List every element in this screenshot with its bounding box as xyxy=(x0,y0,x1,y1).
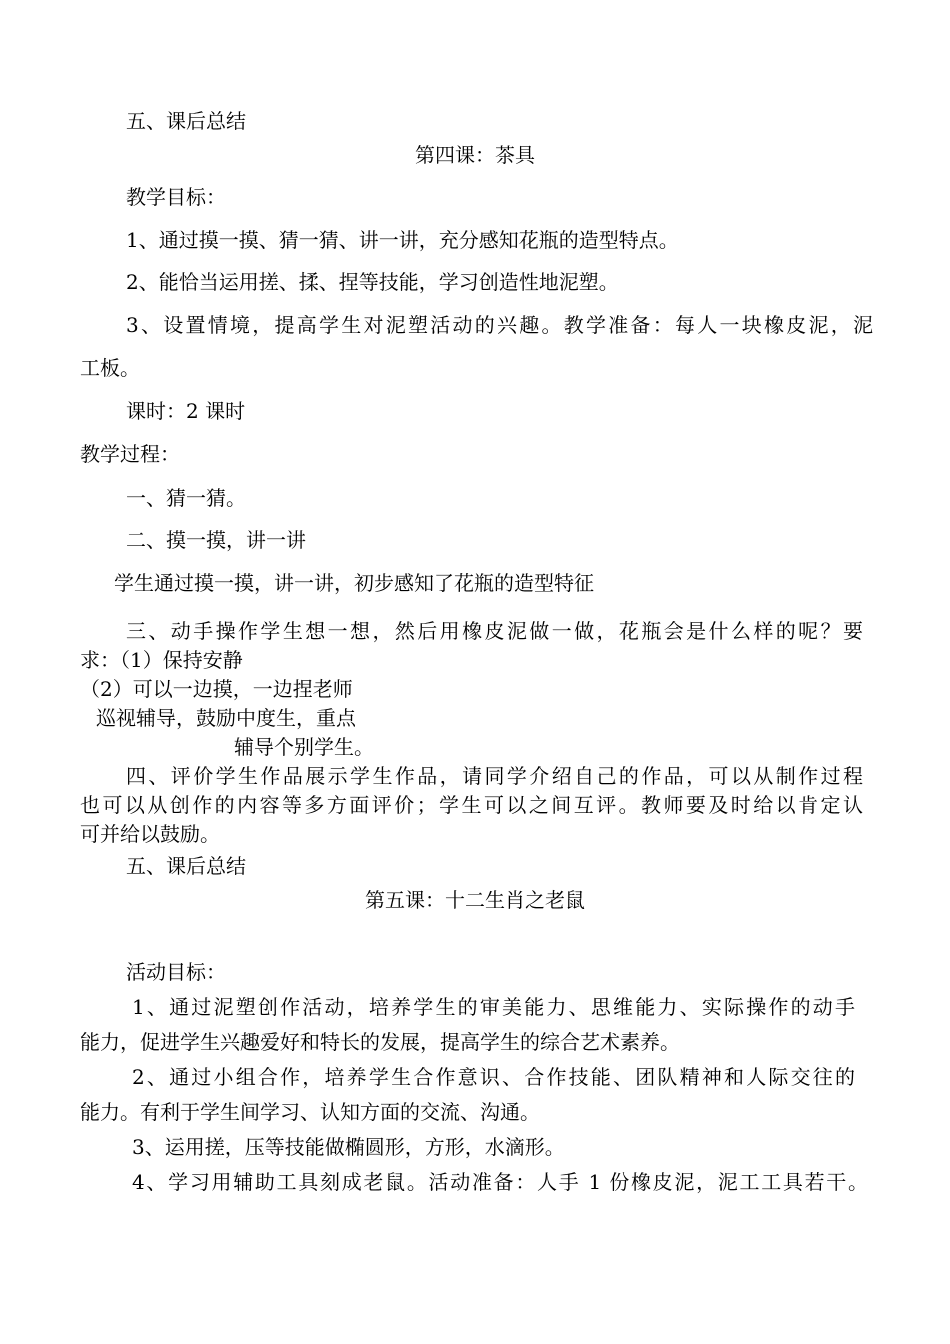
lesson4-hours: 课时：2 课时 xyxy=(126,399,246,423)
lesson4-step-4-line-1: 四、评价学生作品展示学生作品，请同学介绍自己的作品，可以从制作过程 xyxy=(126,764,863,788)
lesson4-step-3-line-5: 辅导个别学生。 xyxy=(234,735,374,759)
lesson4-step-3-line-3: （2）可以一边摸，一边捏老师 xyxy=(80,677,353,701)
lesson4-goals-heading: 教学目标： xyxy=(126,185,226,209)
lesson4-step-4-line-2: 也可以从创作的内容等多方面评价；学生可以之间互评。教师要及时给以肯定认 xyxy=(80,793,863,817)
lesson4-step-1: 一、猜一猜。 xyxy=(126,486,246,510)
lesson5-goal-3: 3、运用搓，压等技能做椭圆形，方形，水滴形。 xyxy=(132,1135,565,1159)
lesson5-goal-2-line-1: 2、通过小组合作，培养学生合作意识、合作技能、团队精神和人际交往的 xyxy=(132,1065,855,1089)
lesson4-goal-3-line-2: 工板。 xyxy=(80,356,140,380)
previous-lesson-summary: 五、课后总结 xyxy=(126,109,246,133)
lesson5-goal-2-line-2: 能力。有利于学生间学习、认知方面的交流、沟通。 xyxy=(80,1100,540,1124)
lesson4-step-3-line-2: 求：（1）保持安静 xyxy=(80,648,243,672)
lesson5-goal-4: 4、学习用辅助工具刻成老鼠。活动准备：人手 1 份橡皮泥，泥工工具若干。 xyxy=(132,1170,868,1194)
lesson5-goals-heading: 活动目标： xyxy=(126,960,226,984)
lesson4-step-4-line-3: 可并给以鼓励。 xyxy=(80,822,220,846)
lesson4-goal-3-line-1: 3、设置情境，提高学生对泥塑活动的兴趣。教学准备：每人一块橡皮泥，泥 xyxy=(126,313,873,337)
lesson4-step-3-line-1: 三、动手操作学生想一想，然后用橡皮泥做一做，花瓶会是什么样的呢？要 xyxy=(126,619,863,643)
lesson4-step-2: 二、摸一摸，讲一讲 xyxy=(126,528,306,552)
lesson5-goal-1-line-2: 能力，促进学生兴趣爱好和特长的发展，提高学生的综合艺术素养。 xyxy=(80,1030,680,1054)
lesson4-process-heading: 教学过程： xyxy=(80,442,180,466)
lesson4-step-2-detail: 学生通过摸一摸，讲一讲，初步感知了花瓶的造型特征 xyxy=(114,571,594,595)
lesson5-goal-1-line-1: 1、通过泥塑创作活动，培养学生的审美能力、思维能力、实际操作的动手 xyxy=(132,995,855,1019)
lesson4-title: 第四课：茶具 xyxy=(415,143,535,167)
lesson4-step-5: 五、课后总结 xyxy=(126,854,246,878)
lesson5-title: 第五课：十二生肖之老鼠 xyxy=(365,888,585,912)
lesson4-goal-1: 1、通过摸一摸、猜一猜、讲一讲，充分感知花瓶的造型特点。 xyxy=(126,228,679,252)
lesson4-goal-2: 2、能恰当运用搓、揉、捏等技能，学习创造性地泥塑。 xyxy=(126,270,619,294)
lesson4-step-3-line-4: 巡视辅导，鼓励中度生，重点 xyxy=(96,706,356,730)
